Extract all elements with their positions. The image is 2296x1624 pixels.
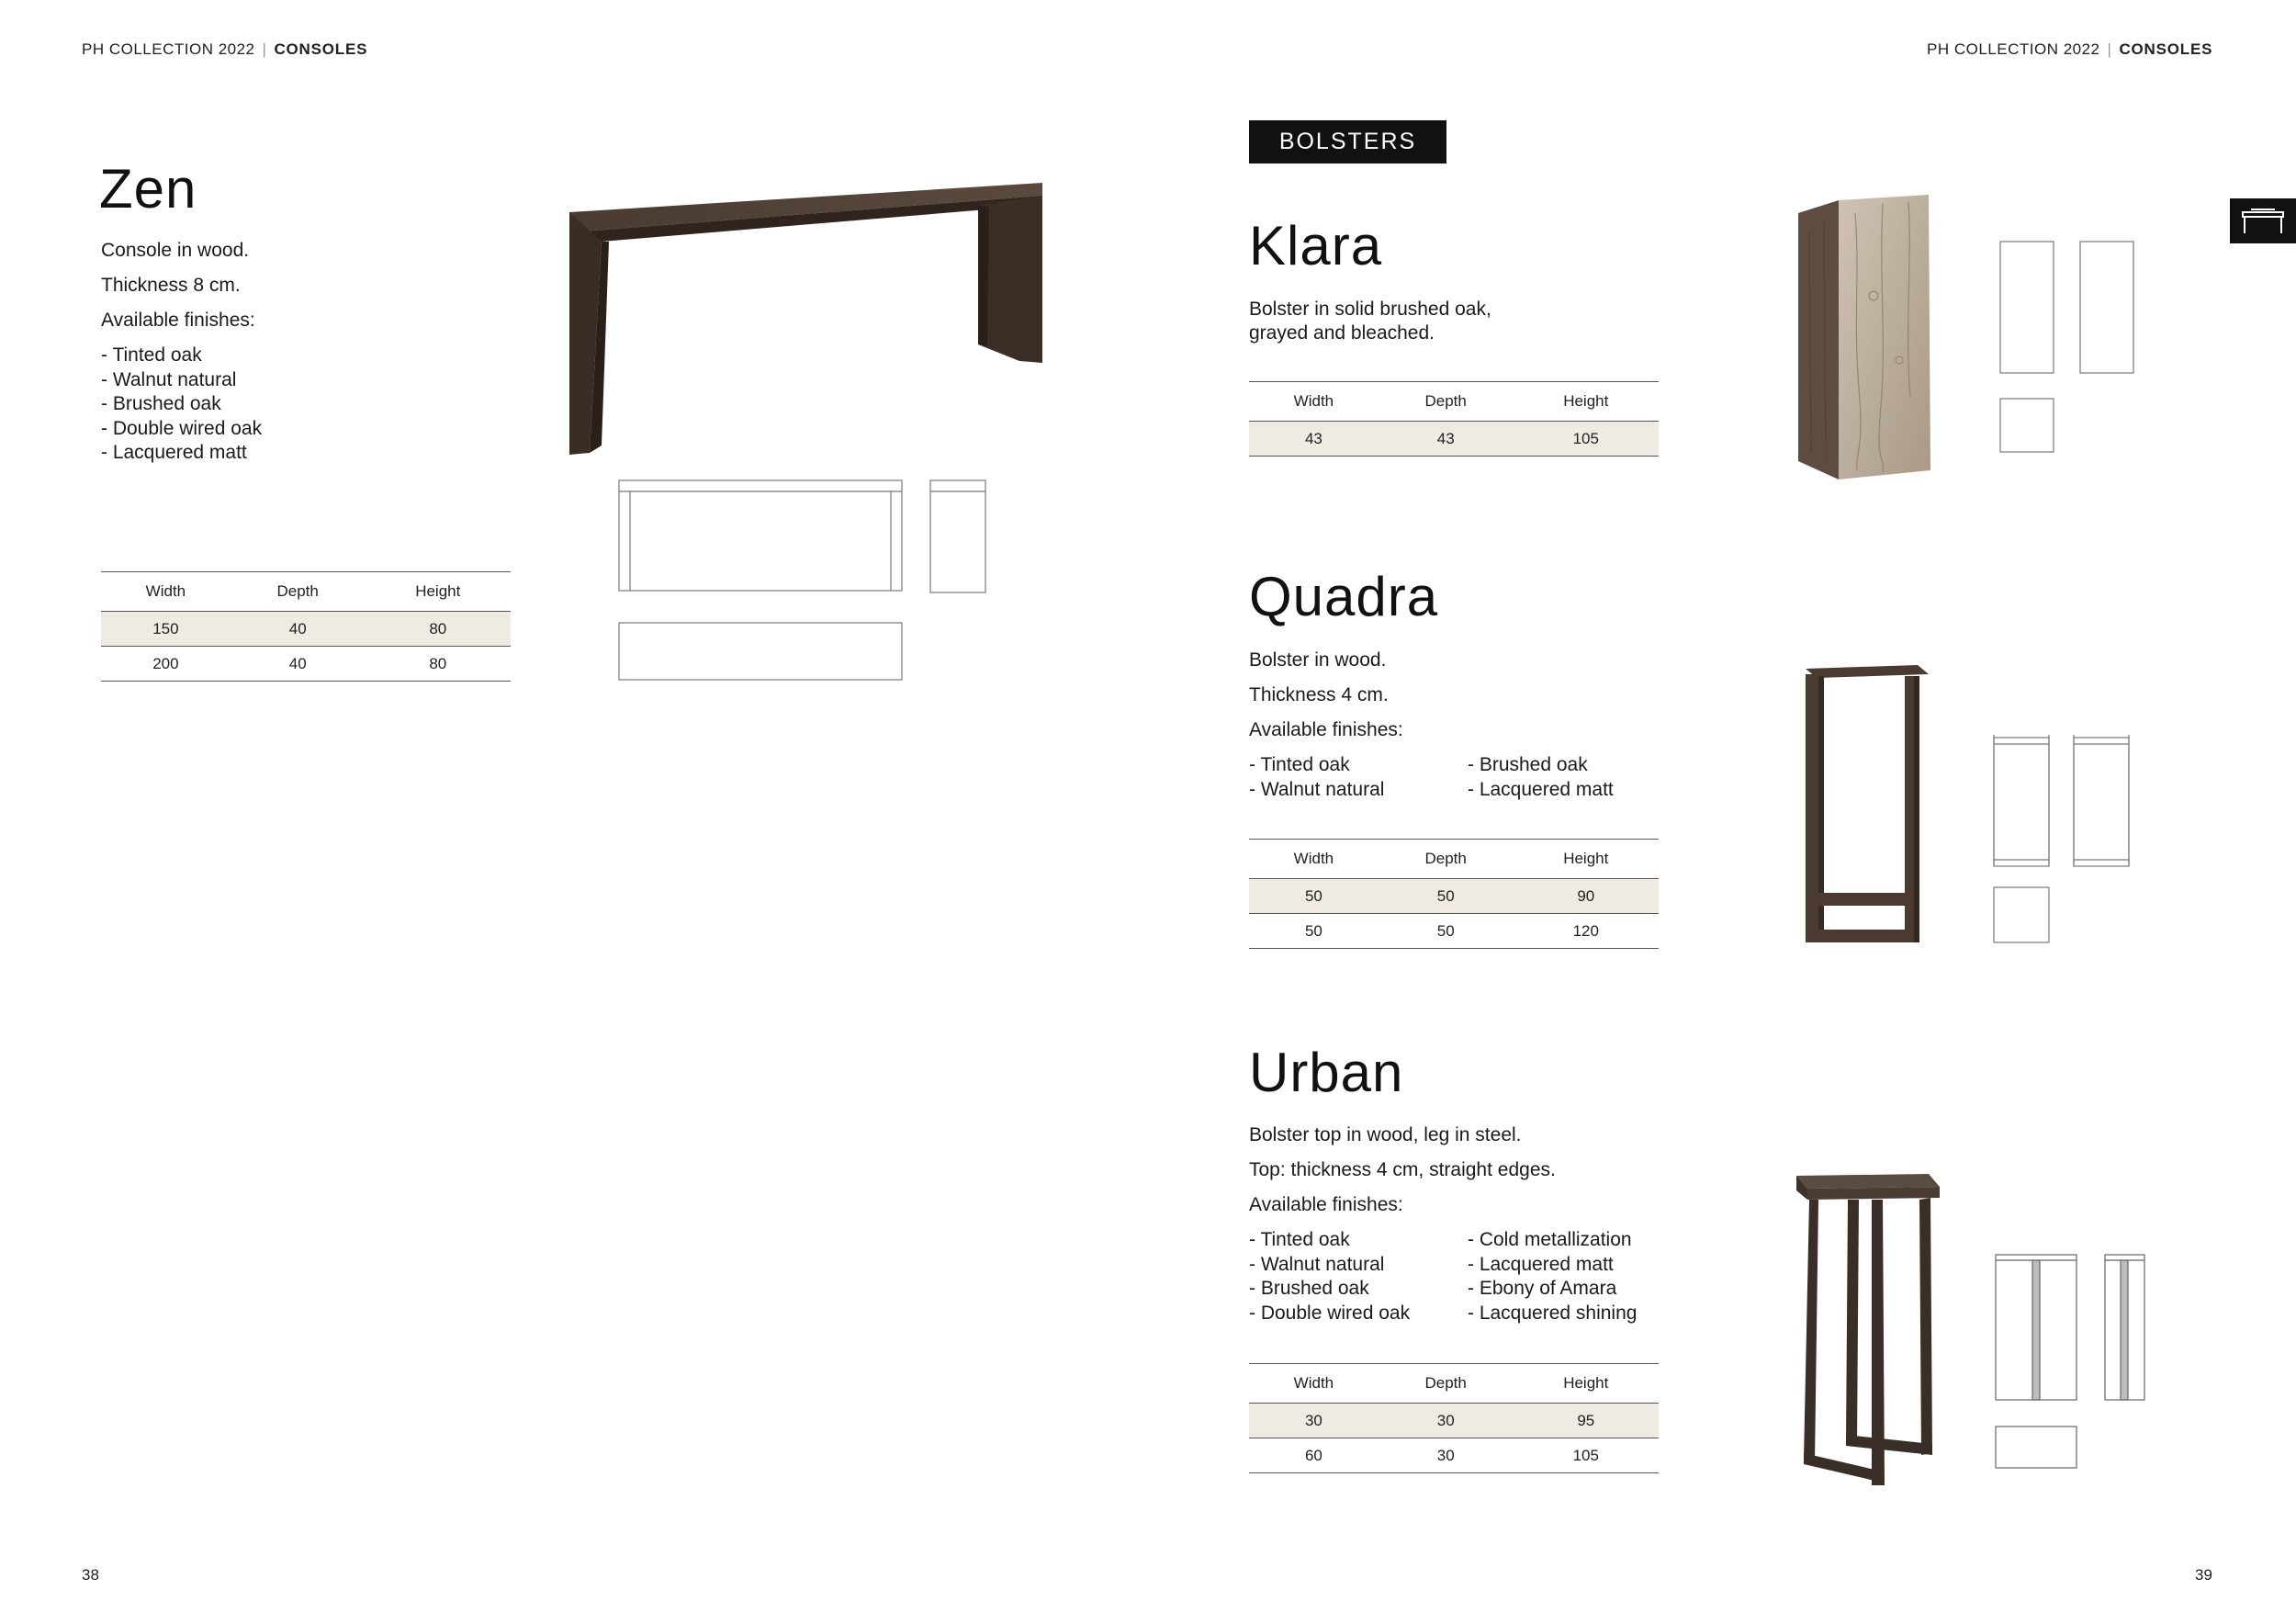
table-cell: 30 bbox=[1249, 1404, 1379, 1438]
table-row bbox=[1249, 914, 1659, 949]
table-header-row bbox=[1249, 840, 1659, 879]
side-tab[interactable] bbox=[2230, 198, 2296, 243]
quadra-technical-drawing bbox=[1991, 733, 2143, 946]
finish-item: - Brushed oak bbox=[1468, 754, 1588, 775]
finish-item: - Lacquered shining bbox=[1468, 1302, 1638, 1324]
klara-description bbox=[1249, 298, 1635, 345]
section-label: CONSOLES bbox=[2119, 40, 2213, 58]
finishes-columns bbox=[1249, 1228, 1727, 1325]
finish-item: - Lacquered matt bbox=[101, 442, 247, 463]
description-line: grayed and bleached. bbox=[1249, 322, 1435, 344]
category-badge: BOLSTERS bbox=[1249, 120, 1446, 164]
table-cell: 105 bbox=[1572, 1446, 1599, 1464]
description-line: Top: thickness 4 cm, straight edges. bbox=[1249, 1159, 1556, 1180]
table-cell: 50 bbox=[1379, 879, 1514, 914]
quadra-dimensions-table bbox=[1249, 839, 1659, 949]
product-title-urban: Urban bbox=[1249, 1042, 1404, 1103]
column-header: Width bbox=[1293, 392, 1334, 410]
klara-technical-drawing bbox=[1998, 239, 2144, 455]
table-header-row bbox=[1249, 1364, 1659, 1404]
column-header: Height bbox=[1563, 850, 1609, 867]
table-cell: 43 bbox=[1379, 422, 1514, 457]
table-cell: 50 bbox=[1304, 921, 1322, 940]
table-row bbox=[1249, 879, 1659, 914]
finish-item: - Lacquered matt bbox=[1468, 778, 1614, 800]
description-line: Available finishes: bbox=[1249, 719, 1403, 740]
finish-item: - Brushed oak bbox=[101, 393, 221, 414]
page-number: 38 bbox=[82, 1566, 99, 1584]
finish-item: - Lacquered matt bbox=[1468, 1253, 1614, 1275]
column-header: Height bbox=[1563, 1374, 1609, 1392]
description-line: Bolster top in wood, leg in steel. bbox=[1249, 1124, 1522, 1145]
description-line: Thickness 8 cm. bbox=[101, 275, 241, 296]
finish-item: - Walnut natural bbox=[1249, 1253, 1385, 1275]
urban-dimensions-table bbox=[1249, 1363, 1659, 1473]
column-header: Width bbox=[145, 582, 186, 600]
quadra-bolster-image bbox=[1800, 661, 1938, 946]
finishes-columns bbox=[1249, 753, 1690, 802]
table-header-row bbox=[101, 572, 511, 612]
finish-item: - Ebony of Amara bbox=[1468, 1278, 1617, 1299]
finishes-list bbox=[1249, 1228, 1468, 1325]
table-row bbox=[101, 612, 511, 647]
column-header: Depth bbox=[276, 582, 319, 600]
product-title-klara: Klara bbox=[1249, 215, 1383, 276]
description-line: Bolster in wood. bbox=[1249, 649, 1387, 671]
table-cell: 90 bbox=[1514, 879, 1659, 914]
zen-description bbox=[101, 239, 487, 466]
finish-item: - Tinted oak bbox=[1249, 754, 1350, 775]
description-line: Available finishes: bbox=[101, 310, 255, 331]
collection-label: PH COLLECTION 2022 bbox=[1927, 40, 2100, 58]
left-page-header: PH COLLECTION 2022 | CONSOLES bbox=[82, 40, 368, 58]
finish-item: - Cold metallization bbox=[1468, 1229, 1632, 1250]
right-page-header: PH COLLECTION 2022 | CONSOLES bbox=[1927, 40, 2213, 58]
column-header: Depth bbox=[1424, 392, 1467, 410]
table-cell: 30 bbox=[1379, 1404, 1514, 1438]
table-cell: 43 bbox=[1249, 422, 1379, 457]
section-label: CONSOLES bbox=[274, 40, 368, 58]
table-cell: 95 bbox=[1514, 1404, 1659, 1438]
finish-item: - Tinted oak bbox=[1249, 1229, 1350, 1250]
column-header: Depth bbox=[1424, 850, 1467, 867]
finish-item: - Brushed oak bbox=[1249, 1278, 1369, 1299]
product-title-quadra: Quadra bbox=[1249, 566, 1439, 627]
product-title-zen: Zen bbox=[99, 158, 197, 220]
table-cell: 80 bbox=[429, 654, 447, 672]
column-header: Depth bbox=[1424, 1374, 1467, 1392]
zen-console-image bbox=[565, 179, 1042, 455]
table-cell: 50 bbox=[1436, 921, 1455, 940]
table-cell: 40 bbox=[288, 654, 307, 672]
table-cell: 30 bbox=[1436, 1446, 1455, 1464]
klara-bolster-image bbox=[1791, 195, 1938, 479]
column-header: Width bbox=[1293, 1374, 1334, 1392]
urban-bolster-image bbox=[1791, 1168, 1947, 1490]
quadra-description bbox=[1249, 648, 1690, 802]
description-line: Console in wood. bbox=[101, 240, 250, 261]
zen-dimensions-table bbox=[101, 571, 511, 682]
finish-item: - Double wired oak bbox=[101, 417, 263, 439]
table-row bbox=[1249, 422, 1659, 457]
table-header-row bbox=[1249, 382, 1659, 422]
finishes-list bbox=[1468, 1228, 1686, 1325]
klara-dimensions-table bbox=[1249, 381, 1659, 457]
finishes-list bbox=[1249, 753, 1468, 802]
collection-label: PH COLLECTION 2022 bbox=[82, 40, 255, 58]
urban-technical-drawing bbox=[1993, 1251, 2154, 1472]
finish-item: - Double wired oak bbox=[1249, 1302, 1411, 1324]
table-cell: 80 bbox=[366, 612, 511, 647]
description-line: Thickness 4 cm. bbox=[1249, 684, 1389, 705]
table-cell: 60 bbox=[1304, 1446, 1322, 1464]
finishes-list bbox=[1468, 753, 1686, 802]
table-row bbox=[1249, 1438, 1659, 1473]
table-cell: 40 bbox=[231, 612, 366, 647]
column-header: Width bbox=[1293, 850, 1334, 867]
zen-technical-drawing bbox=[615, 478, 1001, 684]
console-table-icon bbox=[2240, 207, 2286, 236]
table-row bbox=[101, 647, 511, 682]
column-header: Height bbox=[415, 582, 461, 600]
urban-description bbox=[1249, 1123, 1727, 1325]
table-cell: 200 bbox=[152, 654, 179, 672]
table-cell: 50 bbox=[1249, 879, 1379, 914]
table-cell: 105 bbox=[1514, 422, 1659, 457]
table-row bbox=[1249, 1404, 1659, 1438]
column-header: Height bbox=[1563, 392, 1609, 410]
finish-item: - Tinted oak bbox=[101, 344, 202, 366]
page-number: 39 bbox=[2195, 1566, 2212, 1584]
description-line: Bolster in solid brushed oak, bbox=[1249, 299, 1491, 320]
finish-item: - Walnut natural bbox=[101, 368, 237, 390]
finishes-list bbox=[101, 344, 487, 466]
finish-item: - Walnut natural bbox=[1249, 778, 1385, 800]
description-line: Available finishes: bbox=[1249, 1194, 1403, 1215]
table-cell: 120 bbox=[1572, 921, 1599, 940]
table-cell: 150 bbox=[101, 612, 231, 647]
